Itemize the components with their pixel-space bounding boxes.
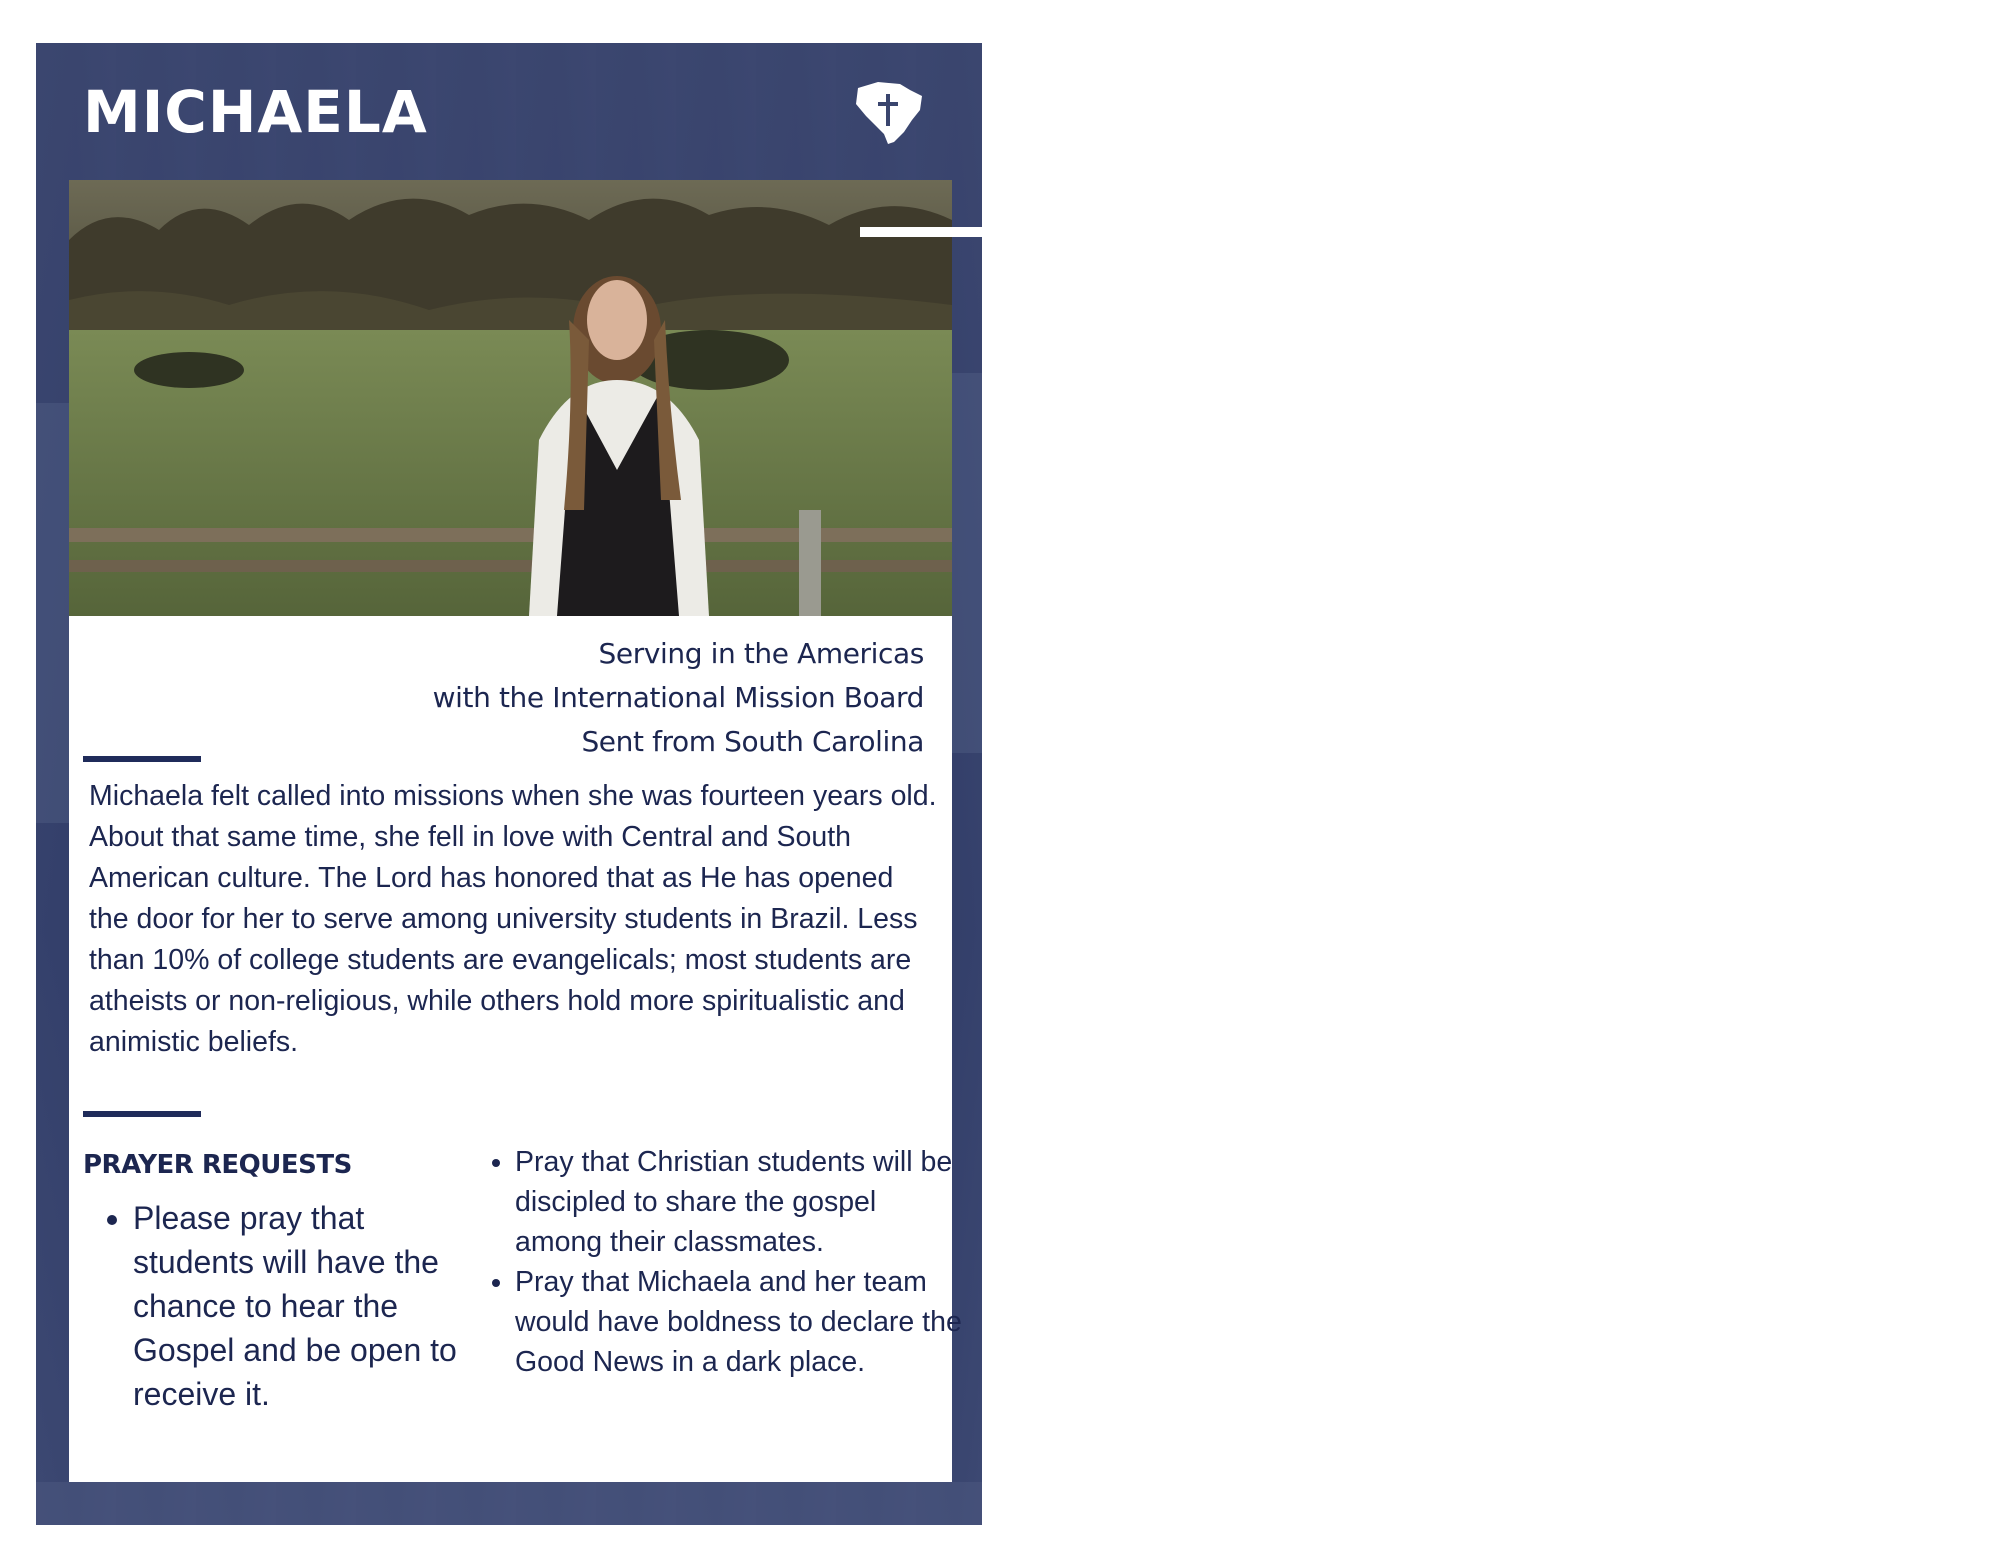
subtitle-line-2: with the International Mission Board <box>432 681 924 714</box>
prayer-item: • Pray that Christian students will be discipled to share the gospel among their classmates. <box>515 1142 965 1262</box>
subtitle-line-3: Sent from South Carolina <box>581 725 924 758</box>
prayer-list-right <box>479 1142 965 1382</box>
missionary-photo <box>69 180 952 616</box>
bio-paragraph: Michaela felt called into missions when she was fourteen years old. About that same time, she fell in love with Central and South American culture. The Lord has honored that as He has opened the door for her to serve among university students in Brazil. Less than 10% of college students are evangelicals; most students are atheists or non-religious, while others hold more spiritualistic and animistic beliefs. <box>89 780 937 1058</box>
prayer-item: • Pray that Michaela and her team would have boldness to declare the Good News in a dark place. <box>515 1262 965 1382</box>
content-panel <box>69 616 962 1482</box>
accent-rule-white <box>860 227 982 237</box>
subtitle-line-1: Serving in the Americas <box>598 637 924 670</box>
missionary-name: MICHAELA <box>83 78 428 146</box>
background-pavement <box>36 1482 982 1525</box>
background-building <box>36 403 70 823</box>
south-carolina-cross-logo-icon <box>848 80 928 146</box>
prayer-requests-heading: PRAYER REQUESTS <box>83 1150 352 1180</box>
section-divider <box>83 1111 201 1117</box>
prayer-item: • Please pray that students will have the chance to hear the Gospel and be open to receive it. <box>133 1196 463 1416</box>
background-building <box>951 373 982 753</box>
section-divider <box>83 756 201 762</box>
prayer-card <box>36 43 982 1525</box>
prayer-list-left <box>97 1196 463 1416</box>
assignment-subtitle <box>433 632 924 764</box>
